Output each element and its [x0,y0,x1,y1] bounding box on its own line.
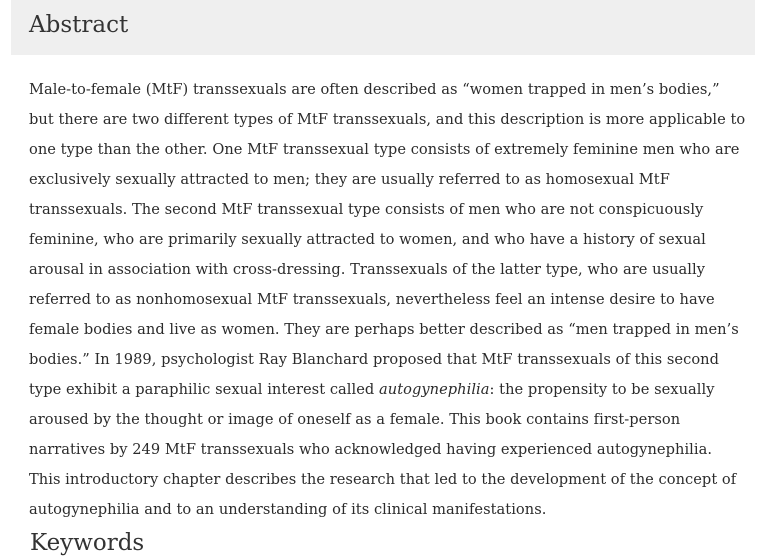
abstract-line: bodies.” In 1989, psychologist Ray Blanchard proposed that MtF transsexuals of this second [29,351,720,368]
abstract-line: aroused by the thought or image of oneself as a female. This book contains first-person [29,411,681,428]
abstract-line: Male-to-female (MtF) transsexuals are often described as “women trapped in men’s bodies,” [29,81,720,98]
abstract-line: arousal in association with cross-dressing. Transsexuals of the latter type, who are usually [29,261,706,278]
abstract-line: female bodies and live as women. They are perhaps better described as “men trapped in men’s [29,321,739,338]
abstract-line-end: : the propensity to be sexually [489,381,715,398]
abstract-line: feminine, who are primarily sexually attracted to women, and who have a history of sexual [29,231,706,248]
term-autogynephilia: autogynephilia [379,381,490,398]
abstract-header [11,0,755,55]
abstract-title: Abstract [29,12,129,38]
abstract-body [29,75,761,525]
abstract-line: autogynephilia and to an understanding of its clinical manifestations. [29,501,547,518]
next-section-heading-clipped [30,530,145,556]
abstract-line: exclusively sexually attracted to men; they are usually referred to as homosexual MtF [29,171,670,188]
abstract-line: This introductory chapter describes the research that led to the development of the concept of [29,471,737,488]
abstract-line: transsexuals. The second MtF transsexual type consists of men who are not conspicuously [29,201,704,218]
abstract-line: one type than the other. One MtF transsexual type consists of extremely feminine men who are [29,141,740,158]
next-section-heading: Keywords [30,530,145,556]
abstract-line: but there are two different types of MtF transsexuals, and this description is more applicable to [29,111,746,128]
abstract-line-with-term [29,375,761,405]
abstract-line: narratives by 249 MtF transsexuals who acknowledged having experienced autogynephilia. [29,441,713,458]
abstract-line: referred to as nonhomosexual MtF transsexuals, nevertheless feel an intense desire to have [29,291,715,308]
abstract-line-start: type exhibit a paraphilic sexual interest called [29,381,379,398]
